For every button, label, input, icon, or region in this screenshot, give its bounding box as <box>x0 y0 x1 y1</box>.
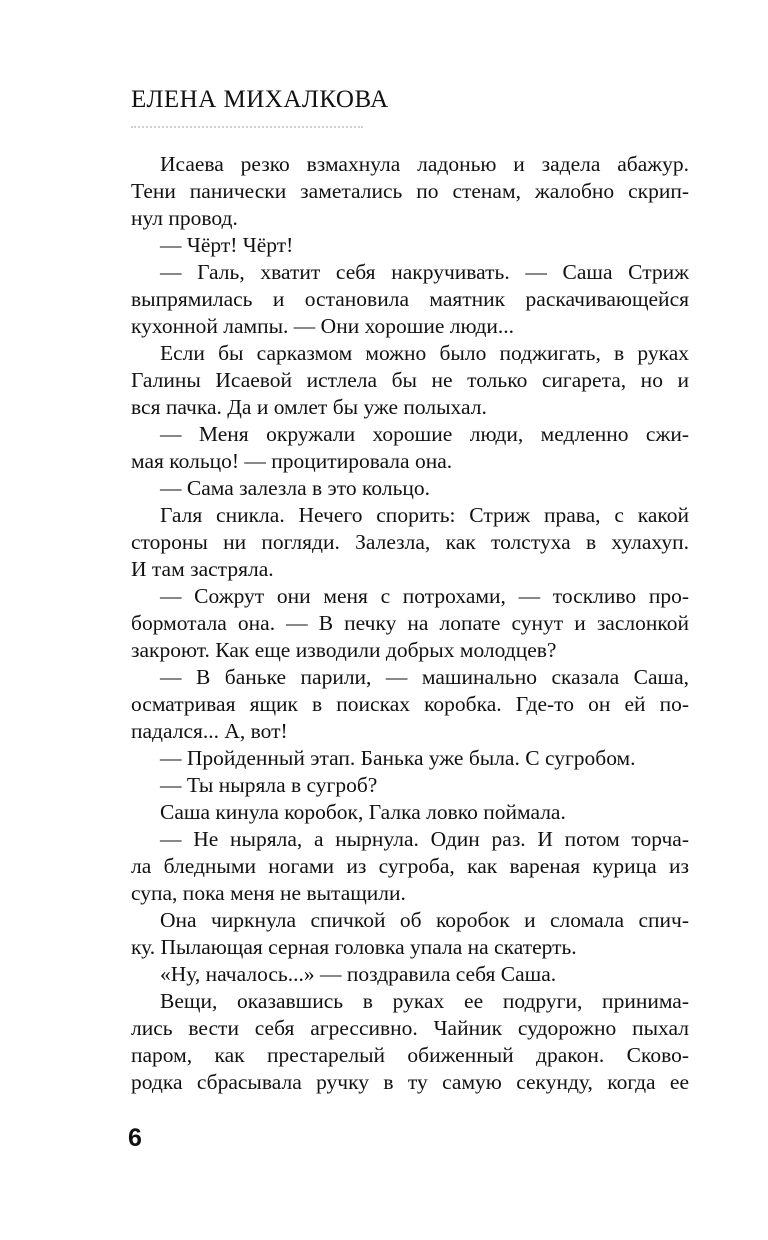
text-line: Галя сникла. Нечего спорить: Стриж права, с какой <box>160 503 689 527</box>
text-line: И там застряла. <box>131 557 274 581</box>
text-line: нул провод. <box>131 206 238 230</box>
text-line: Исаева резко взмахнула ладонью и задела абажур. <box>160 152 689 176</box>
text-line: кухонной лампы. — Они хорошие люди... <box>131 314 515 338</box>
text-line: — Сожрут они меня с потрохами, — тоскливо про- <box>160 584 689 608</box>
text-line: «Ну, началось...» — поздравила себя Саша. <box>160 962 557 986</box>
text-line: бормотала она. — В печку на лопате сунут и заслонкой <box>131 611 689 635</box>
text-line: осматривая ящик в поисках коробка. Где-то он ей по- <box>131 692 689 716</box>
header-divider <box>131 126 363 128</box>
text-line: мая кольцо! — процитировала она. <box>131 449 453 473</box>
text-line: — Сама залезла в это кольцо. <box>160 476 431 500</box>
running-header-author: ЕЛЕНА МИХАЛКОВА <box>131 86 389 113</box>
text-line: падался... А, вот! <box>131 719 288 743</box>
page-body-text <box>131 151 689 1096</box>
text-line: лись вести себя агрессивно. Чайник судорожно пыхал <box>131 1016 689 1040</box>
text-line: выпрямилась и остановила маятник раскачивающейся <box>131 287 689 311</box>
text-line: Тени панически заметались по стенам, жалобно скрип- <box>131 179 689 203</box>
text-line: — Пройденный этап. Банька уже была. С сугробом. <box>160 746 636 770</box>
text-line: — Чёрт! Чёрт! <box>160 233 294 257</box>
text-line: супа, пока меня не вытащили. <box>131 881 406 905</box>
text-line: — Меня окружали хорошие люди, медленно сжи- <box>160 422 689 446</box>
text-line: родка сбрасывала ручку в ту самую секунду, когда ее <box>131 1070 689 1094</box>
text-line: Она чиркнула спичкой об коробок и сломала спич- <box>160 908 689 932</box>
text-line: паром, как престарелый обиженный дракон. Сково- <box>131 1043 689 1067</box>
text-line: закроют. Как еще изводили добрых молодцев? <box>131 638 557 662</box>
text-line: Если бы сарказмом можно было поджигать, в руках <box>160 341 689 365</box>
text-line: ку. Пылающая серная головка упала на скатерть. <box>131 935 577 959</box>
text-line: — Ты ныряла в сугроб? <box>160 773 378 797</box>
page-number: 6 <box>128 1124 142 1152</box>
text-line: Вещи, оказавшись в руках ее подруги, принима- <box>160 989 689 1013</box>
text-line: Саша кинула коробок, Галка ловко поймала. <box>160 800 566 824</box>
text-line: ла бледными ногами из сугроба, как вареная курица из <box>131 854 689 878</box>
text-line: — Галь, хватит себя накручивать. — Саша Стриж <box>160 260 689 284</box>
text-line: вся пачка. Да и омлет бы уже полыхал. <box>131 395 487 419</box>
text-line: Галины Исаевой истлела бы не только сигарета, но и <box>131 368 689 392</box>
text-line: стороны ни погляди. Залезла, как толстуха в хулахуп. <box>131 530 689 554</box>
text-line: — В баньке парили, — машинально сказала Саша, <box>160 665 689 689</box>
text-line: — Не ныряла, а нырнула. Один раз. И потом торча- <box>160 827 689 851</box>
